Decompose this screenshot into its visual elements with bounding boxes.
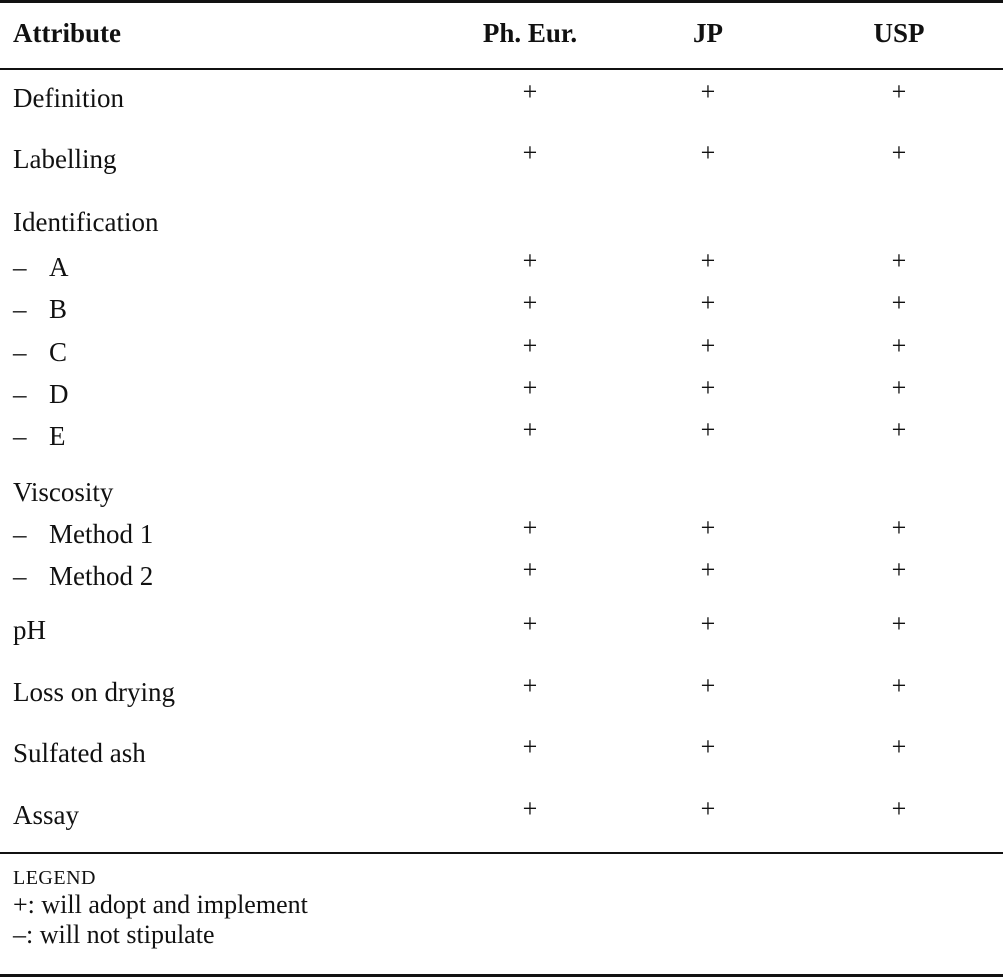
row-dash: – <box>13 561 27 591</box>
table-row <box>0 206 1003 238</box>
row-label-text: A <box>49 252 69 282</box>
row-label-text: D <box>49 379 69 409</box>
header-usp: USP <box>873 18 925 48</box>
row-label <box>13 251 69 283</box>
cell-mark: + <box>891 373 907 402</box>
cell-mark: + <box>700 288 716 317</box>
cell-mark: + <box>522 415 538 444</box>
table-row <box>0 288 1003 325</box>
table-row <box>0 513 1003 550</box>
table-row <box>0 331 1003 368</box>
row-label-text: Method 1 <box>49 519 154 549</box>
row-label-text: Method 2 <box>49 561 154 591</box>
cell-mark: + <box>700 794 716 823</box>
row-label-text: Viscosity <box>13 477 114 507</box>
cell-mark: + <box>891 331 907 360</box>
legend <box>13 866 308 950</box>
cell-mark: + <box>522 555 538 584</box>
row-dash: – <box>13 379 27 409</box>
table-row <box>0 246 1003 283</box>
cell-mark: + <box>891 609 907 638</box>
cell-mark: + <box>891 794 907 823</box>
cell-mark: + <box>891 415 907 444</box>
row-label-text: C <box>49 337 68 367</box>
cell-mark: + <box>891 671 907 700</box>
row-label-text: Definition <box>13 83 124 113</box>
cell-mark: + <box>700 138 716 167</box>
cell-mark: + <box>700 415 716 444</box>
table-row <box>0 77 1003 114</box>
row-label <box>13 676 175 708</box>
row-dash: – <box>13 294 27 324</box>
cell-mark: + <box>522 671 538 700</box>
cell-mark: + <box>522 288 538 317</box>
cell-mark: + <box>700 671 716 700</box>
cell-mark: + <box>522 609 538 638</box>
table-row <box>0 732 1003 769</box>
cell-mark: + <box>891 138 907 167</box>
cell-mark: + <box>700 331 716 360</box>
header-rule <box>0 68 1003 70</box>
row-dash: – <box>13 421 27 451</box>
cell-mark: + <box>522 373 538 402</box>
row-label-text: B <box>49 294 68 324</box>
header-jp: JP <box>693 18 723 48</box>
legend-line-adopt: +: will adopt and implement <box>13 890 308 919</box>
cell-mark: + <box>891 513 907 542</box>
row-label <box>13 476 113 508</box>
cell-mark: + <box>891 555 907 584</box>
cell-mark: + <box>522 77 538 106</box>
table-row <box>0 415 1003 452</box>
row-label <box>13 143 116 175</box>
cell-mark: + <box>891 77 907 106</box>
row-dash: – <box>13 519 27 549</box>
table-row <box>0 671 1003 708</box>
cell-mark: + <box>700 609 716 638</box>
header-attribute: Attribute <box>13 18 121 48</box>
header-ph-eur: Ph. Eur. <box>482 18 578 48</box>
row-label <box>13 82 124 114</box>
row-label <box>13 378 69 410</box>
cell-mark: + <box>700 513 716 542</box>
cell-mark: + <box>891 246 907 275</box>
cell-mark: + <box>522 513 538 542</box>
row-label-text: Loss on drying <box>13 677 175 707</box>
row-label <box>13 420 66 452</box>
table-row <box>0 794 1003 831</box>
table-row <box>0 373 1003 410</box>
row-label <box>13 293 67 325</box>
table-row <box>0 476 1003 508</box>
row-label-text: Labelling <box>13 144 117 174</box>
cell-mark: + <box>522 138 538 167</box>
cell-mark: + <box>700 77 716 106</box>
table-row <box>0 609 1003 646</box>
row-label <box>13 737 146 769</box>
row-label <box>13 799 79 831</box>
row-label-text: Assay <box>13 800 79 830</box>
table-header <box>0 0 1003 68</box>
row-dash: – <box>13 252 27 282</box>
cell-mark: + <box>522 732 538 761</box>
cell-mark: + <box>700 555 716 584</box>
cell-mark: + <box>522 331 538 360</box>
cell-mark: + <box>700 246 716 275</box>
row-label-text: pH <box>13 615 46 645</box>
legend-rule <box>0 852 1003 854</box>
row-label <box>13 206 158 238</box>
legend-title: LEGEND <box>13 867 96 889</box>
table-row <box>0 138 1003 175</box>
cell-mark: + <box>891 288 907 317</box>
cell-mark: + <box>522 794 538 823</box>
legend-line-not-stipulate: –: will not stipulate <box>13 920 215 949</box>
row-label-text: Identification <box>13 207 159 237</box>
cell-mark: + <box>700 732 716 761</box>
cell-mark: + <box>700 373 716 402</box>
row-label <box>13 518 153 550</box>
cell-mark: + <box>522 246 538 275</box>
table-row <box>0 555 1003 592</box>
row-label <box>13 336 67 368</box>
row-label <box>13 614 46 646</box>
row-label-text: E <box>49 421 66 451</box>
row-label <box>13 560 153 592</box>
cell-mark: + <box>891 732 907 761</box>
row-dash: – <box>13 337 27 367</box>
row-label-text: Sulfated ash <box>13 738 146 768</box>
